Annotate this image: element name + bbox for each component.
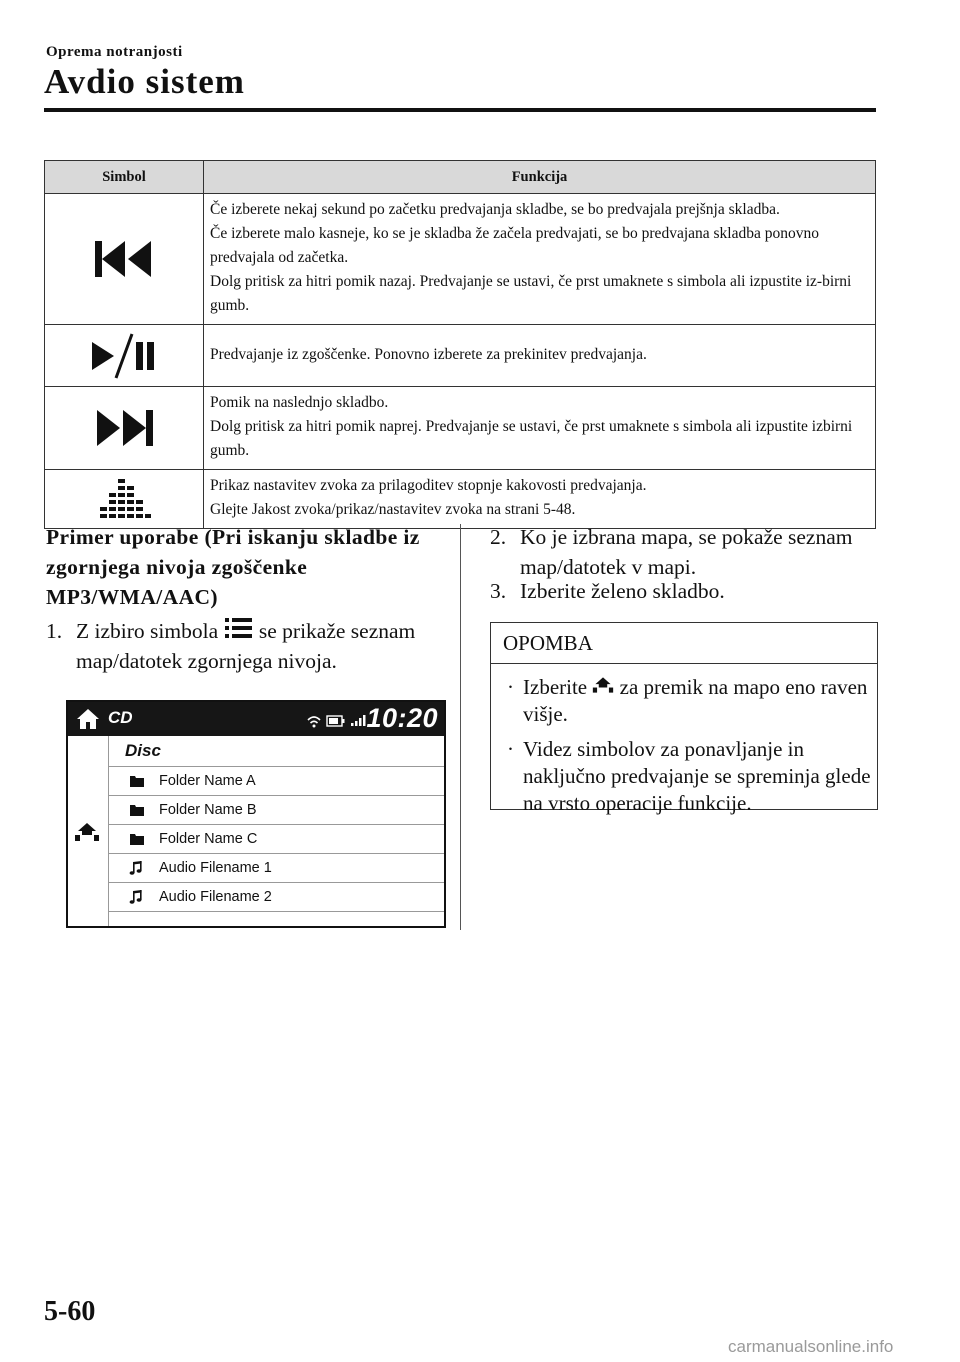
step-text: Z izbiro simbola xyxy=(76,619,219,643)
list-item-label: Audio Filename 1 xyxy=(159,860,272,876)
play-pause-icon xyxy=(88,332,160,380)
step-3 xyxy=(490,576,876,606)
symbol-cell xyxy=(45,194,204,325)
note-item xyxy=(491,674,877,728)
note-box xyxy=(490,622,878,815)
step-number: 2. xyxy=(490,525,507,549)
list-item-label: Audio Filename 2 xyxy=(159,889,272,905)
column-divider xyxy=(460,524,461,930)
list-item[interactable] xyxy=(109,882,444,911)
function-text: Če izberete nekaj sekund po začetku predvajanja skladbe, se bo predvajala prejšnja skladba. xyxy=(210,201,780,218)
note-item xyxy=(491,736,877,817)
title-rule xyxy=(44,108,876,112)
note-text: za premik na mapo eno raven višje. xyxy=(523,675,868,726)
step-number: 3. xyxy=(490,579,507,603)
list-item-label: Folder Name A xyxy=(159,773,256,789)
table-row xyxy=(45,194,876,325)
example-heading: Primer uporabe (Pri iskanju skladbe iz zgornjega nivoja zgoščenke MP3/WMA/AAC) xyxy=(46,525,420,609)
screen-sidebar xyxy=(68,736,109,926)
music-note-icon xyxy=(129,889,145,905)
section-label: Oprema notranjosti xyxy=(46,44,183,60)
note-title: OPOMBA xyxy=(491,623,877,664)
step-text: Ko je izbrana mapa, se pokaže seznam map/datotek v mapi. xyxy=(520,525,853,579)
list-item[interactable] xyxy=(109,795,444,824)
symbol-function-table xyxy=(44,160,876,529)
function-cell xyxy=(204,470,876,529)
list-item[interactable] xyxy=(109,853,444,882)
bullet: · xyxy=(507,675,514,699)
skip-forward-icon xyxy=(93,408,155,448)
function-text: Pomik na naslednjo skladbo. xyxy=(210,394,389,411)
function-text: Predvajanje iz zgoščenke. Ponovno izberete za prekinitev predvajanja. xyxy=(210,345,647,363)
function-cell xyxy=(204,194,876,325)
bullet: · xyxy=(507,737,514,761)
step-text: Izberite želeno skladbo. xyxy=(520,579,725,603)
clock: 10:20 xyxy=(366,703,438,733)
list-item-label: Folder Name B xyxy=(159,802,257,818)
list-item-empty xyxy=(109,911,444,940)
function-text: Glejte Jakost zvoka/prikaz/nastavitev zvoka na strani 5-48. xyxy=(210,501,576,518)
page-title: Avdio sistem xyxy=(44,62,245,101)
function-cell xyxy=(204,387,876,470)
step-2 xyxy=(490,522,876,582)
cd-screen xyxy=(66,700,446,928)
file-list xyxy=(109,736,444,926)
list-item-label: Folder Name C xyxy=(159,831,258,847)
music-note-icon xyxy=(129,860,145,876)
header-symbol: Simbol xyxy=(45,161,204,194)
screen-header xyxy=(68,702,444,736)
wifi-icon xyxy=(306,714,322,728)
list-item[interactable] xyxy=(109,766,444,795)
note-text: Izberite xyxy=(523,675,588,699)
equalizer-icon xyxy=(96,477,152,521)
function-cell xyxy=(204,325,876,387)
note-text: Videz simbolov za ponavljanje in naključno predvajanje se spreminja glede na vrsto operacije funkcije. xyxy=(523,737,871,815)
function-text: Prikaz nastavitev zvoka za prilagoditev stopnje kakovosti predvajanja. xyxy=(210,477,647,494)
battery-icon xyxy=(326,715,346,727)
symbol-cell xyxy=(45,470,204,529)
source-label: CD xyxy=(108,708,133,727)
symbol-cell xyxy=(45,325,204,387)
table-row xyxy=(45,470,876,529)
table-row xyxy=(45,387,876,470)
folder-icon xyxy=(129,802,145,818)
skip-back-icon xyxy=(93,239,155,279)
function-text: Dolg pritisk za hitri pomik naprej. Predvajanje se ustavi, če prst umaknete s simbola ali izpustite izbirni gumb. xyxy=(210,418,853,459)
function-text: Če izberete malo kasneje, ko se je skladba že začela predvajati, se bo predvajana skladba ponovno predvajala od začetka. xyxy=(210,225,819,266)
list-item[interactable] xyxy=(109,824,444,853)
home-icon[interactable] xyxy=(76,708,100,730)
list-icon xyxy=(224,616,254,640)
folder-up-icon xyxy=(592,675,614,695)
page-number: 5-60 xyxy=(44,1296,96,1327)
folder-icon xyxy=(129,773,145,789)
step-text: se prikaže seznam map/datotek zgornjega nivoja. xyxy=(76,619,416,673)
table-row xyxy=(45,325,876,387)
folder-up-icon[interactable] xyxy=(74,822,100,842)
signal-strength-icon xyxy=(350,713,368,727)
header-function: Funkcija xyxy=(204,161,876,194)
folder-icon xyxy=(129,831,145,847)
table-header-row xyxy=(45,161,876,194)
function-text: Dolg pritisk za hitri pomik nazaj. Predvajanje se ustavi, če prst umaknete s simbola ali izpustite iz-birni gumb. xyxy=(210,273,852,314)
watermark: carmanualsonline.info xyxy=(728,1337,894,1356)
step-number: 1. xyxy=(46,619,63,643)
step-1 xyxy=(46,616,446,676)
symbol-cell xyxy=(45,387,204,470)
list-title: Disc xyxy=(125,741,161,760)
